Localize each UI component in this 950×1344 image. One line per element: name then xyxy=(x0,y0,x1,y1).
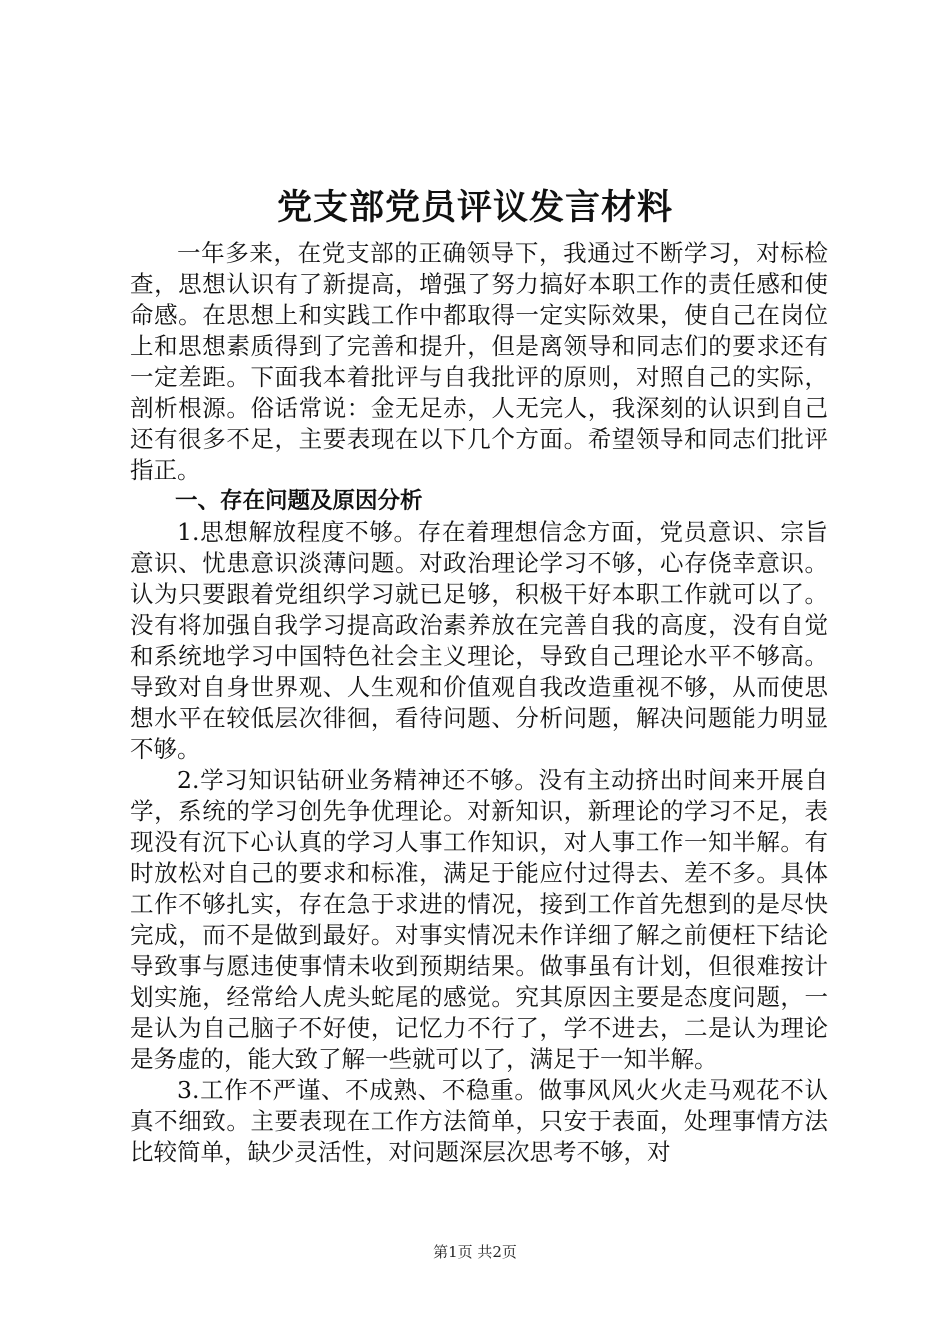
intro-paragraph: 一年多来，在党支部的正确领导下，我通过不断学习，对标检查，思想认识有了新提高，增强了努力搞好本职工作的责任感和使命感。在思想上和实践工作中都取得一定实际效果，使自己在岗位上和思想素质得到了完善和提升，但是离领导和同志们的要求还有一定差距。下面我本着批评与自我批评的原则，对照自己的实际，剖析根源。俗话常说：金无足赤，人无完人，我深刻的认识到自己还有很多不足，主要表现在以下几个方面。希望领导和同志们批评指正。 xyxy=(130,239,828,484)
body-paragraph-3: 3.工作不严谨、不成熟、不稳重。做事风风火火走马观花不认真不细致。主要表现在工作方法简单，只安于表面，处理事情方法比较简单，缺少灵活性，对问题深层次思考不够，对 xyxy=(130,1076,828,1166)
body-paragraph-2: 2.学习知识钻研业务精神还不够。没有主动挤出时间来开展自学，系统的学习创先争优理论。对新知识，新理论的学习不足，表现没有沉下心认真的学习人事工作知识，对人事工作一知半解。有时放松对自己的要求和标准，满足于能应付过得去、差不多。具体工作不够扎实，存在急于求进的情况，接到工作首先想到的是尽快完成，而不是做到最好。对事实情况未作详细了解之前便枉下结论导致事与愿违使事情未收到预期结果。做事虽有计划，但很难按计划实施，经常给人虎头蛇尾的感觉。究其原因主要是态度问题，一是认为自己脑子不好使，记忆力不行了，学不进去，二是认为理论是务虚的，能大致了解一些就可以了，满足于一知半解。 xyxy=(130,766,828,1073)
document-body xyxy=(130,238,828,1168)
section-heading: 一、存在问题及原因分析 xyxy=(175,488,423,514)
body-paragraph-1: 1.思想解放程度不够。存在着理想信念方面，党员意识、宗旨意识、忧患意识淡薄问题。对政治理论学习不够，心存侥幸意识。认为只要跟着党组织学习就已足够，积极干好本职工作就可以了。没有将加强自我学习提高政治素养放在完善自我的高度，没有自觉和系统地学习中国特色社会主义理论，导致自己理论水平不够高。导致对自身世界观、人生观和价值观自我改造重视不够，从而使思想水平在较低层次徘徊，看待问题、分析问题，解决问题能力明显不够。 xyxy=(130,518,828,763)
document-title: 党支部党员评议发言材料 xyxy=(276,187,673,228)
page-footer: 第1页 共2页 xyxy=(433,1243,517,1261)
